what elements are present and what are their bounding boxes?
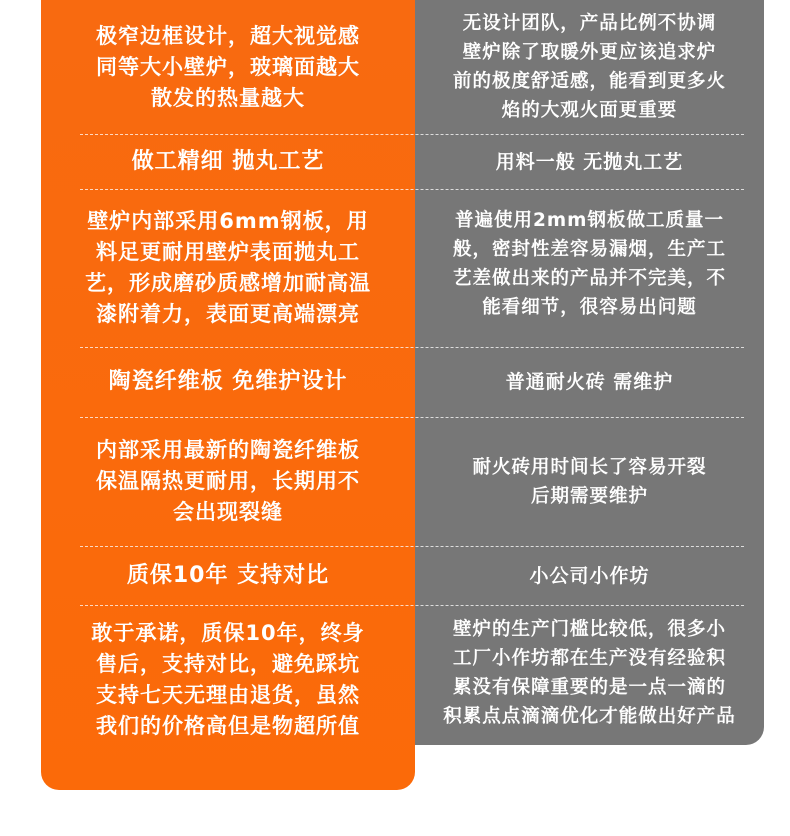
- left-description: 壁炉内部采用6mm钢板，用 料足更耐用壁炉表面抛丸工 艺，形成磨砂质感增加耐高温 漆附着力，表面更高端漂亮: [85, 209, 371, 326]
- right-description: 无设计团队，产品比例不协调 壁炉除了取暖外更应该追求炉 前的极度舒适感，能看到更多火 焰的大观火面更重要: [452, 13, 726, 121]
- left-description: 极窄边框设计，超大视觉感 同等大小壁炉，玻璃面越大 散发的热量越大: [96, 23, 360, 110]
- right-description: 耐火砖用时间长了容易开裂 后期需要维护: [472, 456, 707, 507]
- right-description: 壁炉的生产门槛比较低，很多小 工厂小作坊都在生产没有经验积 累没有保障重要的是一点一滴的 积累点点滴滴优化才能做出好产品: [443, 619, 736, 727]
- right-description: 普遍使用2mm钢板做工质量一 般，密封性差容易漏烟，生产工 艺差做出来的产品并不完美，不 能看细节，很容易出问题: [452, 210, 726, 318]
- left-heading: 质保10年 支持对比: [126, 562, 330, 588]
- right-heading: 用料一般 无抛丸工艺: [495, 150, 684, 173]
- row-divider: [80, 605, 744, 606]
- left-description: 敢于承诺，质保10年，终身 售后，支持对比，避免踩坑 支持七天无理由退货，虽然 我们的价格高但是物超所值: [91, 621, 365, 738]
- left-heading: 陶瓷纤维板 免维护设计: [108, 369, 348, 394]
- left-description: 内部采用最新的陶瓷纤维板 保温隔热更耐用，长期用不 会出现裂缝: [96, 438, 360, 524]
- right-heading: 小公司小作坊: [529, 564, 650, 587]
- right-heading: 普通耐火砖 需维护: [505, 371, 674, 393]
- left-heading: 做工精细 抛丸工艺: [131, 148, 325, 174]
